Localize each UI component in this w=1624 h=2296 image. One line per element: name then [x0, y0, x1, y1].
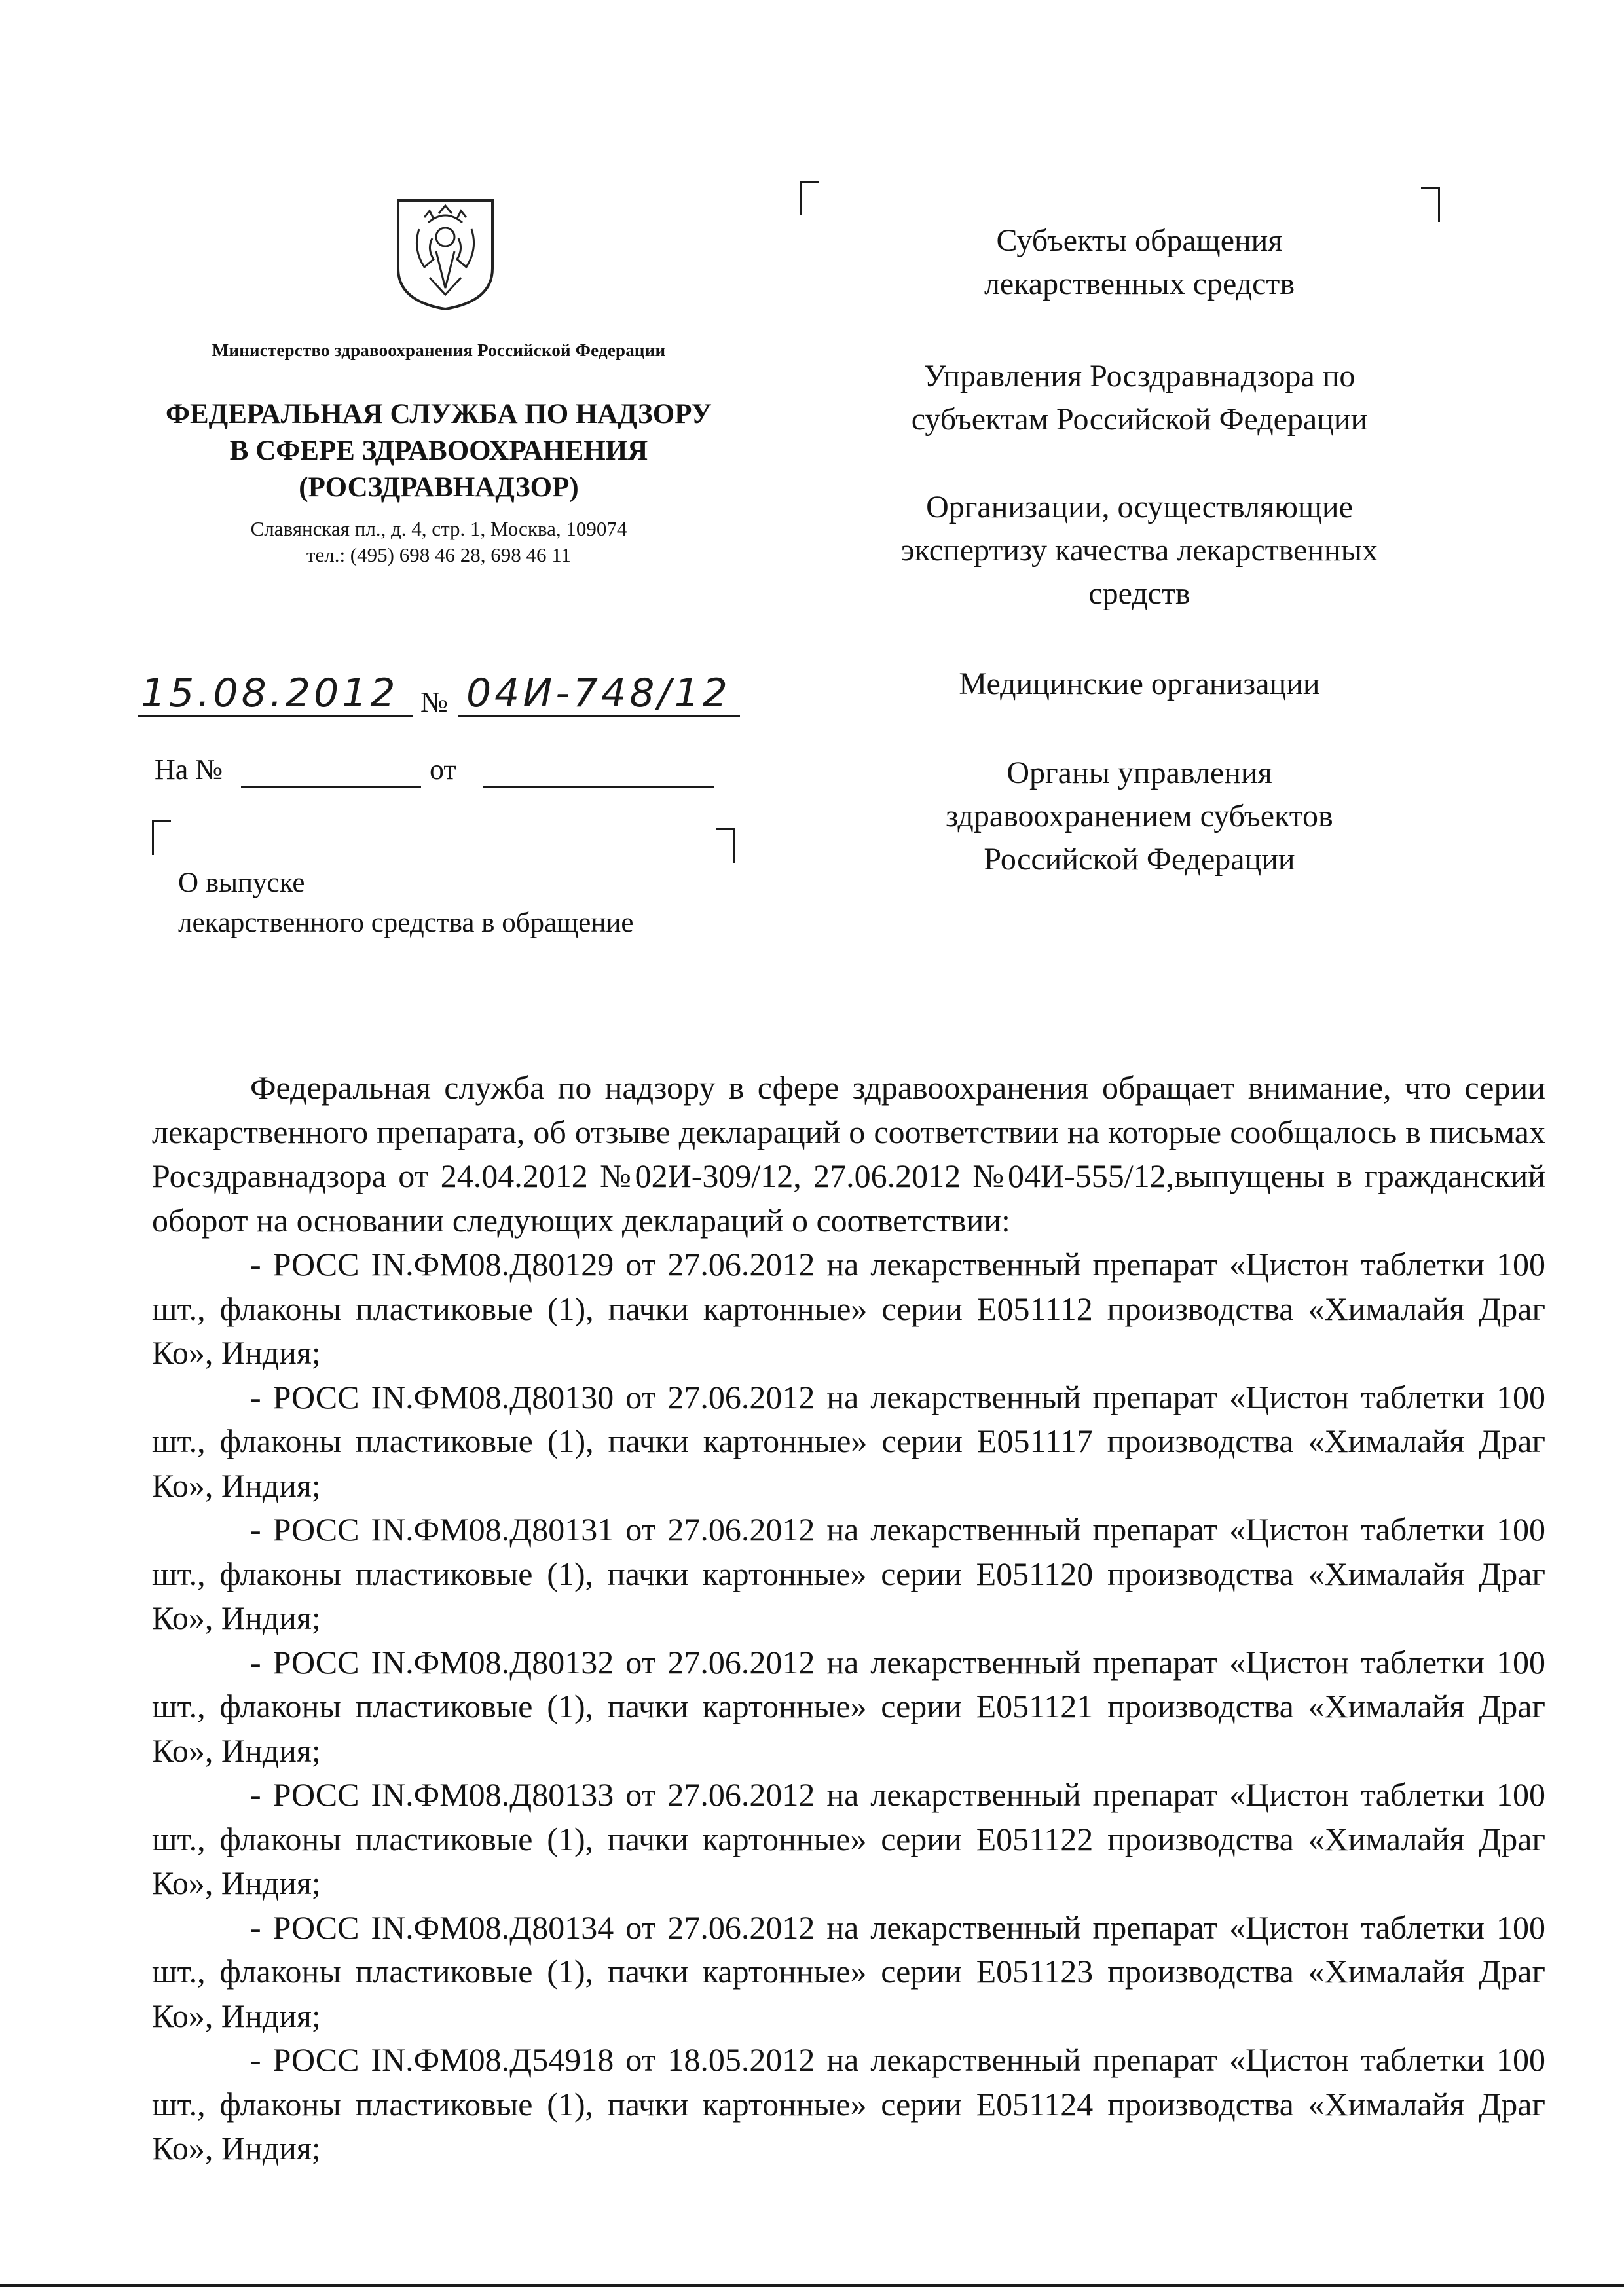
coat-of-arms-icon [393, 196, 498, 311]
addressee-line: здравоохранением субъектов [946, 799, 1333, 833]
decl-product: на лекарственный препарат «Цистон таблетки 100 шт., флаконы пластиковые (1), пачки картонные» серии [152, 1776, 1545, 1857]
declaration-number: РОСС IN.ФМ08.Д80130 [272, 1378, 614, 1415]
declaration-date: 27.06.2012 [667, 1246, 815, 1283]
declaration-date: 27.06.2012 [667, 1776, 815, 1813]
decl-prefix: - [250, 1643, 273, 1681]
agency-name [118, 396, 760, 506]
decl-prefix: - [250, 2041, 273, 2078]
declaration-number: РОСС IN.ФМ08.Д80133 [272, 1776, 614, 1813]
page-bottom-rule [0, 2284, 1624, 2287]
series-number: E051112 [976, 1290, 1093, 1327]
letter-number: 04И-748/12 [466, 670, 731, 716]
decl-from: от [614, 1908, 668, 1946]
decl-prefix: - [250, 1246, 273, 1283]
addressee-5 [805, 752, 1473, 881]
declaration-number: РОСС IN.ФМ08.Д54918 [272, 2041, 614, 2078]
series-number: E051123 [976, 1953, 1094, 1990]
addressee-bracket-left [800, 181, 819, 215]
addressee-line: Медицинские организации [959, 666, 1320, 701]
addressee-line: экспертизу качества лекарственных [901, 533, 1378, 568]
subject-bracket-right [716, 828, 735, 863]
declaration-item [152, 1906, 1545, 2039]
series-number: E051122 [976, 1820, 1094, 1857]
reply-number-blank [241, 759, 421, 788]
letter-date: 15.08.2012 [141, 670, 399, 716]
decl-manufacturer: производства «Хималайя Драг Ко», Индия; [152, 1953, 1545, 2034]
addressee-2 [805, 355, 1473, 441]
subject-bracket-left [152, 820, 171, 855]
declaration-item [152, 1773, 1545, 1906]
subject-line1: О выпуске [178, 867, 305, 898]
decl-from: от [614, 2041, 668, 2078]
agency-name-line2: В СФЕРЕ ЗДРАВООХРАНЕНИЯ [229, 435, 648, 466]
decl-from: от [614, 1246, 668, 1283]
addressee-1 [805, 219, 1473, 306]
declaration-item [152, 1641, 1545, 1774]
subject-line2: лекарственного средства в обращение [178, 907, 634, 938]
number-field [458, 670, 740, 717]
declaration-date: 27.06.2012 [667, 1378, 815, 1415]
decl-product: на лекарственный препарат «Цистон таблетки 100 шт., флаконы пластиковые (1), пачки картонные» серии [152, 1643, 1545, 1724]
decl-manufacturer: производства «Хималайя Драг Ко», Индия; [152, 1688, 1545, 1769]
decl-prefix: - [250, 1511, 273, 1548]
decl-manufacturer: производства «Хималайя Драг Ко», Индия; [152, 1555, 1545, 1636]
addressee-line: Субъекты обращения [996, 223, 1283, 258]
reply-to-label: На № [155, 754, 223, 786]
addressee-line: средств [1088, 576, 1190, 611]
reply-date-blank [483, 759, 714, 788]
series-number: E051121 [976, 1688, 1094, 1724]
agency-name-line3: (РОСЗДРАВНАДЗОР) [299, 472, 579, 503]
addressee-line: лекарственных средств [984, 266, 1295, 301]
agency-address [118, 516, 760, 568]
declarations-list [152, 1243, 1545, 2171]
date-field [138, 670, 413, 717]
declaration-date: 27.06.2012 [667, 1908, 815, 1946]
addressee-4 [805, 663, 1473, 706]
declaration-item [152, 1508, 1545, 1641]
from-label: от [430, 754, 456, 786]
declaration-number: РОСС IN.ФМ08.Д80132 [272, 1643, 614, 1681]
ministry-name: Министерство здравоохранения Российской Федерации [212, 340, 666, 360]
phone-line: тел.: (495) 698 46 28, 698 46 11 [306, 543, 572, 566]
decl-product: на лекарственный препарат «Цистон таблетки 100 шт., флаконы пластиковые (1), пачки картонные» серии [152, 1378, 1545, 1459]
declaration-number: РОСС IN.ФМ08.Д80134 [272, 1908, 614, 1946]
decl-from: от [614, 1776, 668, 1813]
decl-product: на лекарственный препарат «Цистон таблетки 100 шт., флаконы пластиковые (1), пачки картонные» серии [152, 1246, 1545, 1327]
number-sign: № [420, 686, 448, 718]
decl-from: от [614, 1511, 668, 1548]
decl-prefix: - [250, 1908, 273, 1946]
declaration-item [152, 1376, 1545, 1508]
series-number: E051120 [976, 1555, 1094, 1592]
decl-product: на лекарственный препарат «Цистон таблетки 100 шт., флаконы пластиковые (1), пачки картонные» серии [152, 1511, 1545, 1592]
decl-manufacturer: производства «Хималайя Драг Ко», Индия; [152, 2085, 1545, 2166]
addressee-line: Управления Росздравнадзора по [923, 359, 1356, 393]
declaration-number: РОСС IN.ФМ08.Д80129 [272, 1246, 614, 1283]
intro-paragraph: Федеральная служба по надзору в сфере здравоохранения обращает внимание, что серии лекарственного препарата, об отзыве деклараций о соответствии на которые сообщалось в письмах Росздравнадзора от 24.04.2012 №02И-309/12, 27.06.2012 №04И-555/12,выпущены в гражданский оборот на основании следующих деклараций о соответствии: [152, 1069, 1545, 1239]
decl-manufacturer: производства «Хималайя Драг Ко», Индия; [152, 1290, 1545, 1371]
address-line: Славянская пл., д. 4, стр. 1, Москва, 109074 [250, 517, 627, 540]
agency-name-line1: ФЕДЕРАЛЬНАЯ СЛУЖБА ПО НАДЗОРУ [166, 399, 712, 429]
decl-manufacturer: производства «Хималайя Драг Ко», Индия; [152, 1423, 1545, 1504]
decl-product: на лекарственный препарат «Цистон таблетки 100 шт., флаконы пластиковые (1), пачки картонные» серии [152, 1908, 1545, 1990]
declaration-item [152, 1243, 1545, 1376]
decl-manufacturer: производства «Хималайя Драг Ко», Индия; [152, 1820, 1545, 1901]
addressee-line: Организации, осуществляющие [926, 490, 1353, 524]
decl-prefix: - [250, 1776, 273, 1813]
addressee-line: субъектам Российской Федерации [911, 402, 1368, 437]
decl-from: от [614, 1378, 668, 1415]
decl-product: на лекарственный препарат «Цистон таблетки 100 шт., флаконы пластиковые (1), пачки картонные» серии [152, 2041, 1545, 2123]
addressee-line: Российской Федерации [984, 842, 1295, 877]
subject-block [178, 863, 767, 943]
declaration-number: РОСС IN.ФМ08.Д80131 [272, 1511, 614, 1548]
series-number: E051124 [976, 2085, 1094, 2123]
declaration-item [152, 2038, 1545, 2171]
declaration-date: 18.05.2012 [667, 2041, 815, 2078]
addressee-3 [805, 486, 1473, 615]
series-number: E051117 [976, 1423, 1093, 1459]
declaration-date: 27.06.2012 [667, 1643, 815, 1681]
decl-prefix: - [250, 1378, 273, 1415]
addressee-line: Органы управления [1006, 756, 1272, 790]
decl-from: от [614, 1643, 668, 1681]
letter-body [152, 1066, 1545, 2171]
declaration-date: 27.06.2012 [667, 1511, 815, 1548]
addressee-bracket-right [1421, 187, 1440, 222]
